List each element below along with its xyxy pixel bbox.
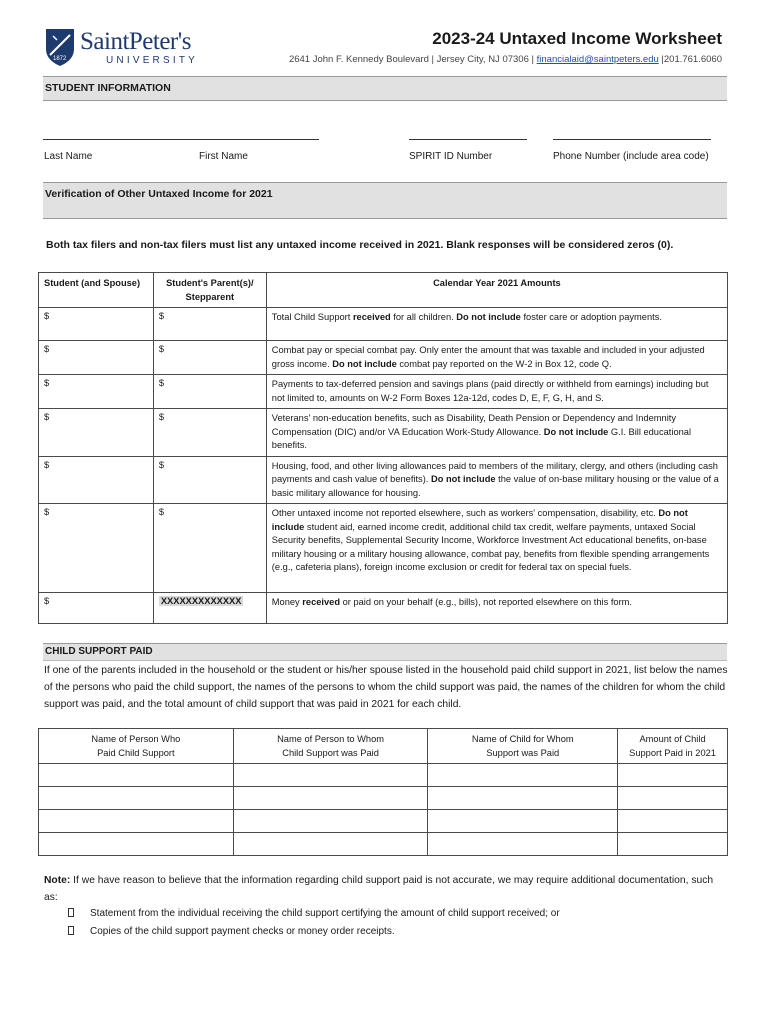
student-amount-cell[interactable]: $ <box>39 341 154 375</box>
payee-cell[interactable] <box>233 810 428 833</box>
payer-cell[interactable] <box>39 833 234 856</box>
table-row <box>39 593 728 624</box>
university-logo <box>44 27 214 69</box>
table-row <box>39 456 728 504</box>
amount-cell[interactable] <box>618 787 728 810</box>
payee-cell[interactable] <box>233 833 428 856</box>
email-link[interactable]: financialaid@saintpeters.edu <box>536 54 659 65</box>
office-address <box>289 54 722 65</box>
payee-cell[interactable] <box>233 787 428 810</box>
child-cell[interactable] <box>428 810 618 833</box>
col-child-header: Name of Child for Whom Support was Paid <box>428 729 618 764</box>
table-row <box>39 308 728 341</box>
amount-cell[interactable] <box>618 833 728 856</box>
table-row <box>39 764 728 787</box>
col-payee-header: Name of Person to Whom Child Support was Paid <box>233 729 428 764</box>
checkbox-icon <box>68 908 74 917</box>
phone-field-line[interactable] <box>553 139 711 140</box>
name-field-line[interactable] <box>43 139 319 140</box>
student-amount-cell[interactable]: $ <box>39 593 154 624</box>
col-description-header: Calendar Year 2021 Amounts <box>266 273 727 308</box>
checkbox-icon <box>68 926 74 935</box>
row-description: Total Child Support received for all children. Do not include foster care or adoption payments. <box>266 308 727 341</box>
table-header-row <box>39 273 728 308</box>
not-applicable-marker: XXXXXXXXXXXXX <box>160 596 242 606</box>
child-cell[interactable] <box>428 833 618 856</box>
page-title: 2023-24 Untaxed Income Worksheet <box>432 29 722 48</box>
table-row <box>39 787 728 810</box>
parent-amount-cell-disabled <box>153 593 266 624</box>
row-description: Combat pay or special combat pay. Only enter the amount that was taxable and included in your adjusted gross income. Do not include combat pay reported on the W-2 in Box 12, code Q. <box>266 341 727 375</box>
col-amount-header: Amount of Child Support Paid in 2021 <box>618 729 728 764</box>
phone-number: |201.761.6060 <box>658 54 722 65</box>
note-label: Note: <box>44 875 71 886</box>
logo-year: 1872 <box>53 56 67 62</box>
verification-heading: Verification of Other Untaxed Income for 2021 <box>43 182 727 219</box>
child-cell[interactable] <box>428 764 618 787</box>
col-student-header: Student (and Spouse) <box>39 273 154 308</box>
table-row <box>39 409 728 457</box>
last-name-label: Last Name <box>44 151 93 162</box>
list-item: Copies of the child support payment checks or money order receipts. <box>68 926 395 937</box>
child-support-instructions: If one of the parents included in the household or the student or his/her spouse listed in the household paid child support in 2021, list below the names of the persons who paid the child support, the names of the persons to whom the child support was paid, the names of the children for whom the child support was paid, and the total amount of child support that was paid in 2021 for each child. <box>44 665 728 710</box>
shield-icon <box>44 27 76 67</box>
row-description: Housing, food, and other living allowances paid to members of the military, clergy, and others (including cash payments and cash value of benefits). Do not include the value of on-base military housing or the value of a basic military allowance for housing. <box>266 456 727 504</box>
note-text: Note: If we have reason to believe that the information regarding child support paid is not accurate, we may require additional documentation, such as: <box>44 875 714 903</box>
logo-university: UNIVERSITY <box>106 55 199 66</box>
amount-cell[interactable] <box>618 810 728 833</box>
table-row <box>39 341 728 375</box>
table-row <box>39 504 728 593</box>
parent-amount-cell[interactable]: $ <box>153 308 266 341</box>
payer-cell[interactable] <box>39 787 234 810</box>
child-support-heading: CHILD SUPPORT PAID <box>43 643 727 661</box>
phone-label: Phone Number (include area code) <box>553 151 709 162</box>
col-payer-header: Name of Person Who Paid Child Support <box>39 729 234 764</box>
child-cell[interactable] <box>428 787 618 810</box>
row-description: Veterans' non-education benefits, such as Disability, Death Pension or Dependency and Indemnity Compensation (DIC) and/or VA Education Work-Study Allowance. Do not include G.I. Bill educational benefits. <box>266 409 727 457</box>
spirit-id-field-line[interactable] <box>409 139 527 140</box>
table-row <box>39 833 728 856</box>
first-name-label: First Name <box>199 151 248 162</box>
table-row <box>39 810 728 833</box>
parent-amount-cell[interactable]: $ <box>153 456 266 504</box>
payer-cell[interactable] <box>39 810 234 833</box>
untaxed-income-table <box>38 272 728 624</box>
student-amount-cell[interactable]: $ <box>39 456 154 504</box>
amount-cell[interactable] <box>618 764 728 787</box>
student-amount-cell[interactable]: $ <box>39 375 154 409</box>
parent-amount-cell[interactable]: $ <box>153 341 266 375</box>
row-description: Payments to tax-deferred pension and savings plans (paid directly or withheld from earnings) including but not limited to, amounts on W-2 Form Boxes 12a-12d, codes D, E, F, G, H, and S. <box>266 375 727 409</box>
list-item: Statement from the individual receiving the child support certifying the amount of child support received; or <box>68 908 560 919</box>
parent-amount-cell[interactable]: $ <box>153 375 266 409</box>
student-amount-cell[interactable]: $ <box>39 504 154 593</box>
payee-cell[interactable] <box>233 764 428 787</box>
col-parent-header: Student's Parent(s)/ Stepparent <box>153 273 266 308</box>
logo-name: SaintPeter's <box>80 28 191 55</box>
parent-amount-cell[interactable]: $ <box>153 504 266 593</box>
address-text: 2641 John F. Kennedy Boulevard | Jersey City, NJ 07306 | <box>288 54 537 65</box>
instruction-text: Both tax filers and non-tax filers must list any untaxed income received in 2021. Blank responses will be considered zeros (0). <box>46 239 674 251</box>
table-header-row <box>39 729 728 764</box>
spirit-id-label: SPIRIT ID Number <box>409 151 493 162</box>
row-description: Money received or paid on your behalf (e.g., bills), not reported elsewhere on this form. <box>266 593 727 624</box>
child-support-table <box>38 728 728 856</box>
student-amount-cell[interactable]: $ <box>39 409 154 457</box>
payer-cell[interactable] <box>39 764 234 787</box>
parent-amount-cell[interactable]: $ <box>153 409 266 457</box>
row-description: Other untaxed income not reported elsewhere, such as workers' compensation, disability, etc. Do not include student aid, earned income credit, additional child tax credit, welfare payments, untaxed Social Security benefits, Supplemental Security Income, Workforce Investment Act educational benefits, on-base military housing or a military housing allowance, combat pay, benefits from flexible spending arrangements (e.g., cafeteria plans), foreign income exclusion or credit for federal tax on special fuels. <box>266 504 727 593</box>
student-amount-cell[interactable]: $ <box>39 308 154 341</box>
table-row <box>39 375 728 409</box>
student-information-heading: STUDENT INFORMATION <box>43 76 727 101</box>
